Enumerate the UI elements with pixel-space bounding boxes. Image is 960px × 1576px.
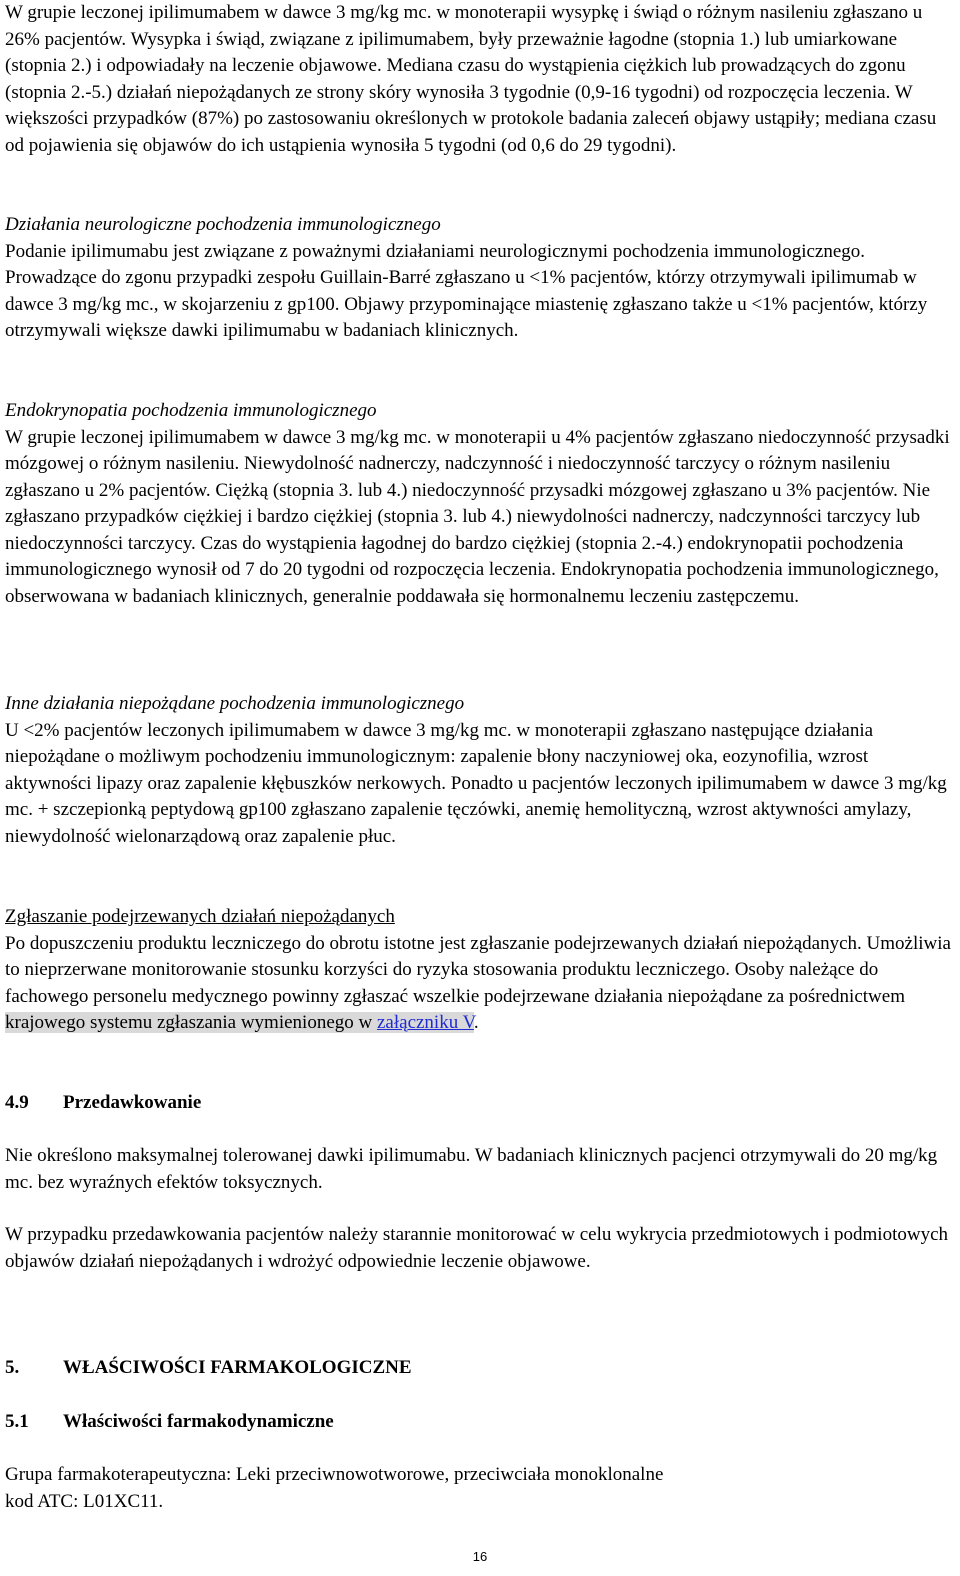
paragraph-skin-reactions: W grupie leczonej ipilimumabem w dawce 3 mg/kg mc. w monoterapii wysypkę i świąd o różnym nasileniu zgłaszano u 26% pacjentów. Wysypka i świąd, związane z ipilimumabem, były przeważnie łagodne (stopnia 1.) lub umiarkowane (stopnia 2.) i odpowiadały na leczenie objawowe. Mediana czasu do wystąpienia ciężkich lub prowadzących do zgonu (stopnia 2.-5.) działań niepożądanych ze strony skóry wynosiła 3 tygodnie (0,9-16 tygodni) od rozpoczęcia leczenia. W większości przypadków (87%) po zastosowaniu określonych w protokole badania zaleceń objawy ustąpiły; mediana czasu od pojawienia się objawów do ich ustąpienia wynosiła 5 tygodni (od 0,6 do 29 tygodni). [5, 2, 937, 156]
heading-other-immune: Inne działania niepożądane pochodzenia immunologicznego [5, 693, 465, 714]
paragraph-reporting [5, 931, 955, 1037]
heading-reporting: Zgłaszanie podejrzewanych działań niepożądanych [5, 906, 395, 927]
paragraph-overdose-1: Nie określono maksymalnej tolerowanej dawki ipilimumabu. W badaniach klinicznych pacjenci otrzymywali do 20 mg/kg mc. bez wyraźnych efektów toksycznych. [5, 1145, 938, 1193]
section-5-1-title: Właściwości farmakodynamiczne [63, 1411, 334, 1432]
annex-v-link[interactable]: załączniku V [376, 1012, 474, 1033]
section-other-immune [5, 691, 955, 850]
paragraph-endocrinopathy: W grupie leczonej ipilimumabem w dawce 3 mg/kg mc. w monoterapii u 4% pacjentów zgłaszano niedoczynność przysadki mózgowej o różnym nasileniu. Niewydolność nadnerczy, nadczynność i niedoczynność tarczycy o różnym nasileniu zgłaszano u 2% pacjentów. Ciężką (stopnia 3. lub 4.) niedoczynność przysadki mózgowej zgłaszano u 3% pacjentów. Nie zgłaszano przypadków ciężkiej i bardzo ciężkiej (stopnia 3. lub 4.) niewydolności nadnerczy, nadczynności tarczycy lub niedoczynności tarczycy. Czas do wystąpienia łagodnej do bardzo ciężkiej (stopnia 2.-4.) endokrynopatii pochodzenia immunologicznego wynosił od 7 do 20 tygodni od rozpoczęcia leczenia. Endokrynopatia pochodzenia immunologicznego, obserwowana w badaniach klinicznych, generalnie poddawała się hormonalnemu leczeniu zastępczemu. [5, 426, 950, 607]
page-number: 16 [472, 1549, 488, 1564]
pharmacotherapeutic-group [5, 1462, 955, 1515]
heading-section-5-1 [5, 1409, 955, 1436]
heading-section-4-9 [5, 1090, 955, 1117]
section-4-9-title: Przedawkowanie [63, 1092, 202, 1113]
paragraph-neurological: Podanie ipilimumabu jest związane z poważnymi działaniami neurologicznymi pochodzenia immunologicznego. Prowadzące do zgonu przypadki zespołu Guillain-Barré zgłaszano u <1% pacjentów, którzy otrzymywali ipilimumab w dawce 3 mg/kg mc., w skojarzeniu z gp100. Objawy przypominające miastenię zgłaszano także u <1% pacjentów, którzy otrzymywali większe dawki ipilimumabu w badaniach klinicznych. [5, 240, 928, 341]
atc-code-line: kod ATC: L01XC11. [5, 1490, 164, 1512]
reporting-text: Po dopuszczeniu produktu leczniczego do obrotu istotne jest zgłaszanie podejrzewanych działań niepożądanych. Umożliwia to nieprzerwane monitorowanie stosunku korzyści do ryzyka stosowania produktu leczniczego. Osoby należące do fachowego personelu medycznego powinny zgłaszać wszelkie podejrzewane działania niepożądane za pośrednictwem [5, 932, 951, 1007]
section-neurological [5, 212, 955, 345]
paragraph-overdose-2: W przypadku przedawkowania pacjentów należy starannie monitorować w celu wykrycia przedmiotowych i podmiotowych objawów działań niepożądanych i wdrożyć odpowiednie leczenie objawowe. [5, 1224, 948, 1272]
section-5-number: 5. [5, 1357, 20, 1378]
pharmacotherapeutic-group-line: Grupa farmakoterapeutyczna: Leki przeciwnowotworowe, przeciwciała monoklonalne [5, 1464, 664, 1485]
reporting-highlight-text: krajowego systemu zgłaszania wymienionego w [5, 1012, 377, 1033]
reporting-highlight [5, 1012, 474, 1033]
section-4-9-number: 4.9 [5, 1092, 29, 1113]
paragraph-other-immune: U <2% pacjentów leczonych ipilimumabem w dawce 3 mg/kg mc. w monoterapii zgłaszano następujące działania niepożądane o możliwym pochodzeniu immunologicznym: zapalenie błony naczyniowej oka, eozynofilia, wzrost aktywności lipazy oraz zapalenie kłębuszków nerkowych. Ponadto u pacjentów leczonych ipilimumabem w dawce 3 mg/kg mc. + szczepionką peptydową gp100 zgłaszano zapalenie tęczówki, anemię hemolityczną, wzrost aktywności amylazy, niewydolność wielonarządową oraz zapalenie płuc. [5, 719, 947, 847]
heading-section-5 [5, 1355, 955, 1382]
section-5-title: WŁAŚCIWOŚCI FARMAKOLOGICZNE [63, 1357, 412, 1378]
reporting-end: . [473, 1012, 479, 1033]
heading-endocrinopathy: Endokrynopatia pochodzenia immunologicznego [5, 400, 377, 421]
section-5-1-number: 5.1 [5, 1411, 29, 1432]
heading-neurological: Działania neurologiczne pochodzenia immunologicznego [5, 214, 441, 235]
section-endocrinopathy [5, 398, 955, 610]
section-reporting [5, 904, 955, 1037]
